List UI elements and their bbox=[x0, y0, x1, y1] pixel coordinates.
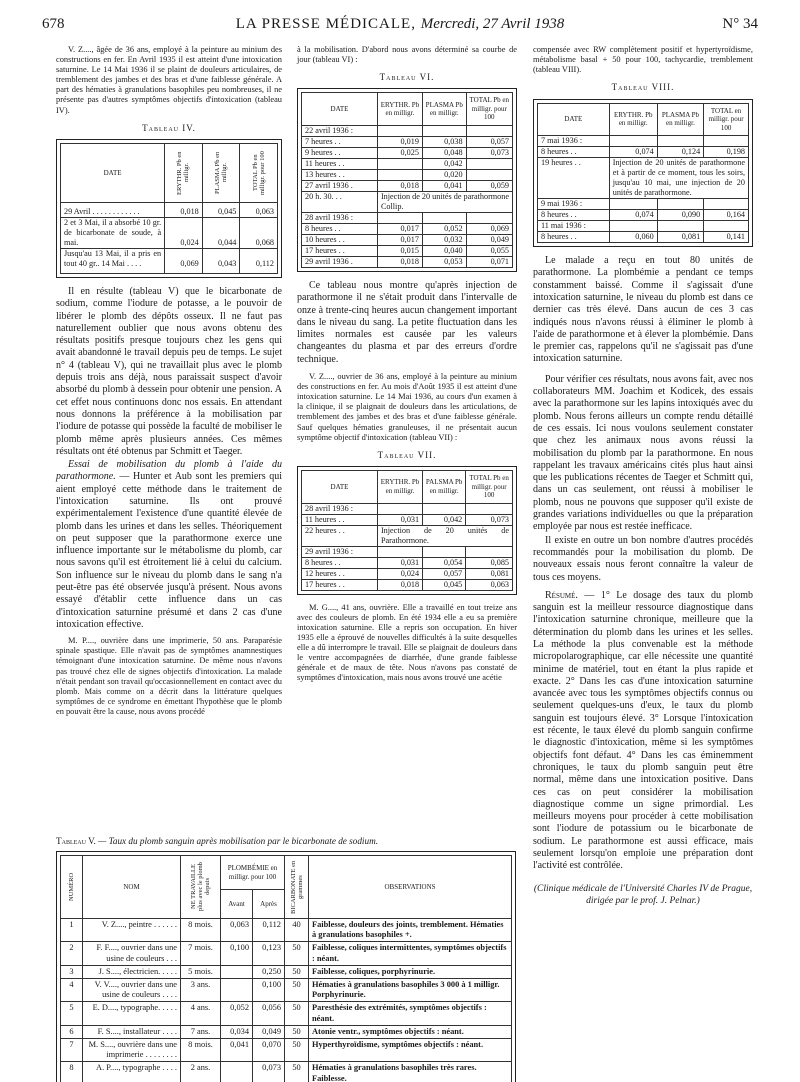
table-row: 17 heures . . 0,015 0,040 0,055 bbox=[302, 245, 513, 256]
table-5-block bbox=[56, 836, 516, 1082]
table-row: 1 V. Z...., peintre . . . . . . 8 mois. 0,063 0,112 40 Faiblesse, douleurs des joints, tremblement. Hématies à granulations basophiles +. bbox=[61, 919, 512, 942]
table-row: Jusqu'au 13 Mai, il a pris en tout 40 gr.. 14 Mai . . . . 0,069 0,043 0,112 bbox=[61, 248, 278, 273]
paragraph: Pour vérifier ces résultats, nous avons fait, avec nos collaborateurs MM. Joachim et Kodicek, des essais avec la parathormone sur les lapins intoxiqués avec du plomb. Nous ferons ailleurs un compte rendu détaillé de ces essais. Ici nous voulons seulement constater que chez les animaux nous avons réussi la mobilisation du plomb par la parathormone. En nous rappelant les travaux américains cités plus haut ainsi que les publications récentes de Taeger et Schmitt qui, dans un cas seulement, ont réussi à mobiliser le plomb, nous ne pouvons que supposer qu'il existe de grandes variations individuelles ou que la préparation employée par nous est restée inefficace. bbox=[533, 373, 753, 533]
table-row: 11 heures . . 0,042 bbox=[302, 158, 513, 169]
table-row: 8 heures . . 0,031 0,054 0,085 bbox=[302, 557, 513, 568]
table-7-caption: Tableau VII. bbox=[377, 449, 437, 460]
issue-date: Mercredi, 27 Avril 1938 bbox=[420, 16, 565, 32]
paragraph: Le malade a reçu en tout 80 unités de parathormone. La plombémie a pendant ce temps constamment baissé. Comme il s'agissait d'une intoxication saturnine, le niveau du plomb est dans ce dernier cas très élevé. Dans aucun de ces 3 cas indiqués nous n'avons réussi à éliminer le plomb à l'aide de parathormone et à élever la plombémie. Dans le premier cas, rappelons qu'il ne s'agissait pas d'une intoxication saturnine. bbox=[533, 255, 753, 365]
issue-number: N° 34 bbox=[722, 16, 758, 32]
table-row: 28 avril 1936 : bbox=[302, 212, 513, 223]
table-row: 5 E. D...., typographe. . . . . 4 ans. 0,052 0,056 50 Paresthésie des extrémités, symptômes objectifs : néant. bbox=[61, 1002, 512, 1025]
table-row: 20 h. 30. . . Injection de 20 unités de parathormone Collip. bbox=[302, 191, 513, 212]
table-5: NUMÉRO NOM NE TRAVAILLE plus avec le plomb depuis PLOMBÉMIE en milligr. pour 100 BICARBONATE en grammes OBSERVATIONS Avant Après 1 V. Z...., peintre . . . . . . 8 mois. 0,063 0,112 40 Faiblesse, douleurs des joints, tremblement. Hématies à granulations basophiles +. 2 F. F...., ouvrier dans une usine de couleurs . . . 7 mois. 0,100 0,123 50 Faiblesse, coliques intermittentes, symptômes objectifs : néant. 3 J. S...., électricien. . . . . 5 mois. 0,250 50 Faiblesse, coliques, porphyrinurie. 4 V. V...., ouvrier dans une usine de couleurs . . . . 3 ans. 0,100 50 Hématies à granulations basophiles 3 000 à 1 milligr. Porphyrinurie. 5 E. D...., typographe. . . . . 4 ans. 0,052 0,056 50 Paresthésie des extrémités, symptômes objectifs : néant. 6 F. S...., installateur . . . . 7 ans. 0,034 0,049 50 Atonie ventr., symptômes objectifs : néant. 7 M. S...., ouvrière dans une imprimerie . . . . . . . . 8 mois. 0,041 0,070 50 Hyperthyroïdisme, symptômes objectifs : néant. 8 A. P...., typographe . . . . 2 ans. 0,073 50 Hématies à granulations basophiles très rares. Faiblesse. bbox=[56, 851, 516, 1082]
table-row: 28 avril 1936 : bbox=[302, 503, 513, 514]
table-8-caption: Tableau VIII. bbox=[611, 82, 675, 93]
t4-h-total: TOTAL Pb en milligr. pour 100 bbox=[251, 151, 266, 195]
table-row: 8 heures . . 0,060 0,081 0,141 bbox=[538, 232, 749, 243]
table-row: 13 heures . . 0,020 bbox=[302, 169, 513, 180]
case-mp: M. P...., ouvrière dans une imprimerie, 50 ans. Paraparésie spinale spastique. Elle n'avait pas de symptômes anamnestiques témoignant d'une intoxication saturnine. De même nous n'avons pas trouvé chez elle de signes objectifs d'intoxication. La malade n'était pendant son travail qu'occasionnellement en contact avec du plomb. Mais comme on a décrit dans la littérature quelques symptômes de ce syndrome en émettant l'hypothèse que le plomb en pouvait être la cause, nous avons procédé bbox=[56, 636, 282, 716]
page-header bbox=[42, 16, 758, 40]
table-row: 8 heures . . 0,074 0,124 0,198 bbox=[538, 147, 749, 158]
table-4 bbox=[56, 139, 282, 278]
summary: Résumé. — 1° Le dosage des taux du plomb sanguin est la meilleur ressource diagnostique dans l'intoxication saturnine chronique, meilleure que la détermination du plomb dans les urines et les selles. La méthode la plus convenable est la méthode micropolarographique, car elle nécessite une quantité minime de matériel, tout en étant la plus rapide et exacte. 2° Dans les cas d'une intoxication saturnine avancée avec tous les symptômes objectifs connus ou seulement quelques-uns d'eux, le taux du plomb sanguin est toujours élevé. 3° Lorsque l'intoxication est récente, le taux élevé du plomb sanguin confirme le diagnostic d'intoxication, même si les symptômes objectifs font défaut. 4° Dans les cas éminemment chroniques, le taux du plomb sanguin peut être normal, même dans une intoxication positive. Dans ces cas on peut considérer la mobilisation diagnostique comme un signe primordial. Les meilleurs moyens pour procéder à cette mobilisation sont l'iodure de potassium ou le bicarbonate de sodium. Le parathormone est aussi efficace, mais seulement lorsqu'on emploie une préparation dont l'activité est contrôlée. bbox=[533, 589, 754, 872]
table-row: 9 heures . . 0,025 0,048 0,073 bbox=[302, 147, 513, 158]
table-row: 9 mai 1936 : bbox=[538, 199, 749, 210]
table-row: 29 avril 1936 : bbox=[302, 546, 513, 557]
table-4-caption: Tableau IV. bbox=[142, 122, 196, 133]
case-vz-intro: V. Z...., âgée de 36 ans, employé à la peinture au minium des constructions en fer. En Avril 1935 il est atteint d'une intoxication saturnine. Le 14 Mai 1936 il se plaint de douleurs articulaires, de tremblement des jambes et des bras et d'une faiblesse générale. A part des hématies à granulations basophiles peu nombreuses, il ne présente pas d'autres symptômes objectifs d'intoxication (tableau IV). bbox=[56, 45, 282, 115]
paragraph: à la mobilisation. D'abord nous avons déterminé sa courbe de jour (tableau VI) : bbox=[297, 45, 517, 65]
table-row: 17 heures . . 0,018 0,045 0,063 bbox=[302, 579, 513, 590]
table-row: 29 avril 1936 . 0,018 0,053 0,071 bbox=[302, 256, 513, 267]
table-row: 7 M. S...., ouvrière dans une imprimerie . . . . . . . . 8 mois. 0,041 0,070 50 Hyperthyroïdisme, symptômes objectifs : néant. bbox=[61, 1039, 512, 1062]
table-6-caption: Tableau VI. bbox=[379, 72, 435, 83]
table-row: 7 heures . . 0,019 0,038 0,057 bbox=[302, 136, 513, 147]
table-5-caption: Tableau V. — Taux du plomb sanguin après mobilisation par le bicarbonate de sodium. bbox=[56, 836, 379, 846]
page-number: 678 bbox=[42, 16, 65, 32]
case-vz: V. Z...., ouvrier de 36 ans, employé à la peinture au minium des constructions en fer. Au mois d'Août 1935 il est atteint d'une intoxication saturnine. Le 14 Mai 1936, au cours d'un examen à la clinique, il se plaignait de douleurs dans les articulations, de tremblement des jambes et des bras et d'une faiblesse générale. Sauf quelques hématies granuleuses, il ne présentait aucun symptôme objectif d'intoxication (tableau VII) : bbox=[297, 372, 517, 442]
table-row: 4 V. V...., ouvrier dans une usine de couleurs . . . . 3 ans. 0,100 50 Hématies à granulations basophiles 3 000 à 1 milligr. Porphyrinurie. bbox=[61, 979, 512, 1002]
paragraph: Ce tableau nous montre qu'après injection de parathormone il ne s'était produit dans l'intervalle de onze à trente-cinq heures aucun changement important dans le niveau du sang. La petite fluctuation dans les limites normales est causée par les valeurs changeantes du plasma et par des erreurs d'ordre technique. bbox=[297, 279, 517, 365]
table-row: 8 A. P...., typographe . . . . 2 ans. 0,073 50 Hématies à granulations basophiles très rares. Faiblesse. bbox=[61, 1062, 512, 1082]
table-row: 22 heures . . Injection de 20 unités de Parathormone. bbox=[302, 525, 513, 546]
paragraph: Essai de mobilisation du plomb à l'aide du parathormone. — Hunter et Aub sont les premiers qui aient employé cette méthode dans le traitement de l'intoxication saturnine. Ils ont prouvé expérimentalement l'existence d'une quantité élevée de plomb dans les urines et dans les selles. Théoriquement on peut supposer que la parathormone exerce une influence importante sur le métabolisme du plomb, car nous savons qu'il est étroitement lié à celui du calcium. Son influence sur le niveau du plomb dans le sang n'a peut-être pas été observée jusqu'à présent. Nous avons essayé d'établir cette influence dans un cas d'intoxication saturnine présumé et dans 2 cas d'une intoxication effective. bbox=[56, 459, 283, 630]
section-heading: Essai de mobilisation du plomb à l'aide du parathormone. bbox=[56, 459, 282, 483]
table-row: 8 heures . . 0,074 0,090 0,164 bbox=[538, 210, 749, 221]
paragraph: Il en résulte (tableau V) que le bicarbonate de sodium, comme l'iodure de potasse, a le pouvoir de libérer le plomb des dépôts osseux. Il ne faut pas naturellement oublier que nous avons obtenu des résultats positifs presque toujours chez les gens qui avait abandonné le travail depuis peu de temps. Le sujet n° 4 (tableau V), qui ne travaillait plus avec le plomb depuis trois ans déjà, nous paraissait suspect d'avoir absorbé du plomb à dessein pour obtenir une pension. A cet effet nous continuons donc nos essais. En attendant nous donnons la préférence à la mobilisation par l'iodure de potasse qui possède la faculté de mobiliser le plomb même après plusieurs années. Ces mêmes résultats ont été obtenus par Schmitt et Taeger. bbox=[56, 285, 282, 457]
column-1 bbox=[56, 45, 282, 717]
table-row: 2 et 3 Mai, il a absorbé 10 gr. de bicarbonate de soude, à mai. 0,024 0,044 0,068 bbox=[61, 217, 278, 248]
table-7: DATE ERYTHR. Pb en milligr. PALSMA Pb en milligr. TOTAL Pb en milligr. pour 100 28 avril 1936 : 11 heures . . 0,031 0,042 0,073 22 heures . . Injection de 20 unités de Parathormone. 29 avril 1936 : 8 heures . . 0,031 0,054 0,085 12 heures . . 0,024 0,057 0,081 17 heures . . 0,018 0,045 0,063 bbox=[297, 466, 517, 595]
table-row: 10 heures . . 0,017 0,032 0,049 bbox=[302, 234, 513, 245]
table-row: 2 F. F...., ouvrier dans une usine de couleurs . . . 7 mois. 0,100 0,123 50 Faiblesse, coliques intermittentes, symptômes objectifs : néant. bbox=[61, 942, 512, 965]
case-mg: M. G...., 41 ans, ouvrière. Elle a travaillé en tout treize ans avec des couleurs de plomb. En été 1934 elle a eu sa première intoxication saturnine. Elle a repris son occupation. En hiver 1935 elle a éprouvé de nouvelles difficultés à la suite desquelles elle a dû interrompre le travail. Elle se plaignait de douleurs dans le ventre accompagnées de diarrhée, d'une grande faiblesse générale et de maux de tête. Nous n'avons pas constaté de symptômes d'intoxication, mais nous avons trouvé une acétie bbox=[297, 602, 517, 683]
table-row: 3 J. S...., électricien. . . . . 5 mois. 0,250 50 Faiblesse, coliques, porphyrinurie. bbox=[61, 965, 512, 978]
table-row: 29 Avril . . . . . . . . . . . . 0,018 0,045 0,063 bbox=[61, 202, 278, 217]
paragraph: compensée avec RW complètement positif et hypertyroïdisme, métabolisme basal + 50 pour 100, tachycardie, tremblement (tableau VIII). bbox=[533, 45, 753, 75]
table-row: 12 heures . . 0,024 0,057 0,081 bbox=[302, 568, 513, 579]
table-row: 22 avril 1936 : bbox=[302, 125, 513, 136]
t4-h-erythr: ERYTHR. Pb en milligr. bbox=[176, 151, 191, 195]
table-row: 6 F. S...., installateur . . . . 7 ans. 0,034 0,049 50 Atonie ventr., symptômes objectifs : néant. bbox=[61, 1025, 512, 1038]
signature: (Clinique médicale de l'Université Charles IV de Prague, dirigée par le prof. J. Pelnar.) bbox=[533, 883, 753, 906]
t4-h-plasma: PLASMA Pb en milligr. bbox=[214, 151, 229, 195]
table-8: DATE ERYTHR. Pb en milligr. PLASMA Pb en milligr. TOTAL en milligr. pour 100 7 mai 1936 : 8 heures . . 0,074 0,124 0,198 19 heures . . Injection de 20 unités de parathormone et à partir de ce moment, tous les soirs, jusqu'au 10 mai, une injection de 20 unités de parathormone. 9 mai 1936 : 8 heures . . 0,074 0,090 0,164 11 mai 1936 : 8 heures . . 0,060 0,081 0,141 bbox=[533, 99, 753, 248]
column-2 bbox=[297, 45, 517, 683]
t4-h-date: DATE bbox=[61, 143, 165, 202]
table-row: 11 mai 1936 : bbox=[538, 221, 749, 232]
column-3 bbox=[533, 45, 753, 907]
paragraph: Il existe en outre un bon nombre d'autres procédés recommandés pour la mobilisation du plomb. De nouveaux essais nous feront connaître la valeur de tous ces moyens. bbox=[533, 534, 753, 583]
table-row: 19 heures . . Injection de 20 unités de parathormone et à partir de ce moment, tous les soirs, jusqu'au 10 mai, une injection de 20 unités de parathormone. bbox=[538, 158, 749, 199]
table-row: 7 mai 1936 : bbox=[538, 136, 749, 147]
journal-title: LA PRESSE MÉDICALE, bbox=[235, 16, 416, 32]
table-row: 8 heures . . 0,017 0,052 0,069 bbox=[302, 223, 513, 234]
table-row: 27 avril 1936 . 0,018 0,041 0,059 bbox=[302, 180, 513, 191]
table-6: DATE ERYTHR. Pb en milligr. PLASMA Pb en milligr. TOTAL Pb en milligr. pour 100 22 avril 1936 : 7 heures . . 0,019 0,038 0,057 9 heures . . 0,025 0,048 0,073 11 heures . . 0,042 13 heures . . 0,020 27 avril 1936 . 0,018 0,041 0,059 20 h. 30. . . Injection de 20 unités de parathormone Collip. 28 avril 1936 : 8 heures . . 0,017 0,052 0,069 10 heures . . 0,017 0,032 0,049 17 heures . . 0,015 0,040 0,055 29 avril 1936 . 0,018 0,053 0,071 bbox=[297, 88, 517, 272]
table-row: 11 heures . . 0,031 0,042 0,073 bbox=[302, 514, 513, 525]
summary-label: Résumé. bbox=[545, 589, 578, 601]
